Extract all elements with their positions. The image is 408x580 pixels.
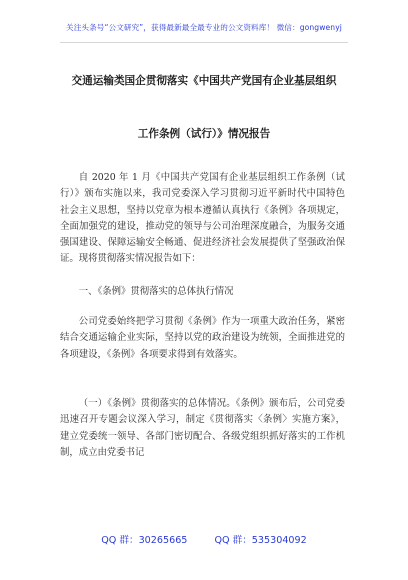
footer-qq-group-2: QQ 群：535304092 [214,535,307,546]
subsection1-text: （一）《条例》贯彻落实的总体情况。《条例》颁布后，公司党委迅速召开专题会议深入学习，制定《贯彻落实〈条例〉实施方案》，建立党委统一领导、各部门密切配合、各级党组织抓好落实的工作机制，成立由党委书记 [60,398,345,458]
footer-qq-group-1: QQ 群：30265665 [101,535,188,546]
section1-text: 公司党委始终把学习贯彻《条例》作为一项重大政治任务，紧密结合交通运输企业实际，坚持以党的政治建设为统领，全面推进党的各项建设，《条例》各项要求得到有效落实。 [60,316,345,360]
section1-heading-text: 一、《条例》贯彻落实的总体执行情况 [78,286,234,297]
footer-contacts [0,532,408,546]
header-divider [60,42,348,43]
section1-heading [60,284,345,300]
document-title-line1: 交通运输类国企贯彻落实《中国共产党国有企业基层组织 [71,75,337,87]
subsection1-paragraph [60,396,345,461]
intro-paragraph [60,170,345,268]
section1-paragraph [60,314,345,363]
promo-header: 关注头条号“公文研究”，获得最新最全最专业的公文资料库！ 微信：gongwenyj [66,23,342,32]
document-title-line2: 工作条例（试行）》情况报告 [137,128,271,140]
intro-text: 自 2020 年 1 月《中国共产党国有企业基层组织工作条例（试行）》颁布实施以来，我司党委深入学习贯彻习近平新时代中国特色社会主义思想，坚持以党章为根本遵循认真执行《条例》各项规定，全面加强党的建设，推动党的领导与公司治理深度融合，为服务交通强国建设、保障运输安全畅通、促进经济社会发展提供了坚强政治保证。现将贯彻落实情况报告如下： [60,172,345,265]
